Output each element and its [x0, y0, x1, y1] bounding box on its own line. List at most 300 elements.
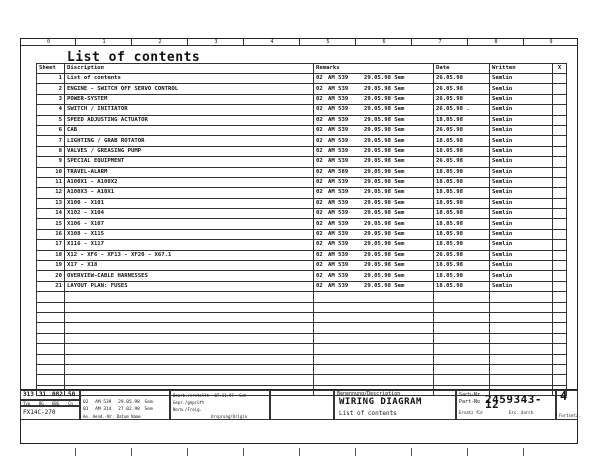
written-cell: Semlin — [490, 115, 553, 125]
remarks-index: 02 — [316, 251, 323, 258]
table-header-row — [37, 64, 567, 74]
description-cell: A100X3 - A10X1 — [65, 188, 314, 198]
remarks-date: 29.05.98 Sem — [364, 127, 405, 134]
type-num: 082 — [52, 391, 63, 398]
remarks-index: 02 — [316, 179, 323, 186]
description-cell: X102 - X104 — [65, 209, 314, 219]
remarks-cell — [314, 188, 434, 198]
written-cell: Semlin — [490, 84, 553, 94]
sheet-number-box — [556, 389, 581, 420]
description-cell: TRAVEL-ALARM — [65, 167, 314, 177]
table-row — [37, 209, 567, 219]
table-row — [37, 188, 567, 198]
sheet-number-cell: 6 — [37, 125, 65, 135]
remarks-cell — [314, 250, 434, 260]
date-cell: 18.05.98 — [434, 146, 490, 156]
remarks-cell — [314, 271, 434, 281]
remarks-date: 29.05.98 Sem — [364, 116, 405, 123]
empty-cell — [65, 354, 314, 364]
description-cell: POWER-SYSTEM — [65, 94, 314, 104]
remarks-index: 02 — [316, 231, 323, 238]
date-cell: 18.05.98 — [434, 209, 490, 219]
empty-cell — [314, 312, 434, 322]
empty-cell — [37, 354, 65, 364]
empty-cell — [553, 292, 567, 302]
date-cell: 26.05.98 — [434, 74, 490, 84]
description-cell: SPECIAL EQUIPMENT — [65, 157, 314, 167]
sheet-number-cell: 4 — [37, 105, 65, 115]
ruler-cell: 2 — [131, 38, 188, 46]
date-cell: 18.05.98 — [434, 261, 490, 271]
created-label: Bearb./erstellt — [173, 393, 210, 398]
remarks-date: 29.05.98 Sem — [364, 147, 405, 154]
empty-cell — [37, 323, 65, 333]
remarks-cell — [314, 84, 434, 94]
table-row — [37, 250, 567, 260]
empty-cell — [553, 344, 567, 354]
remarks-date: 29.05.98 Sem — [364, 95, 405, 102]
date-cell: 18.05.98 — [434, 271, 490, 281]
empty-cell — [490, 344, 553, 354]
remarks-change-no: AM 539 — [328, 116, 349, 123]
written-cell: Semlin — [490, 146, 553, 156]
description-cell: X108 - X115 — [65, 229, 314, 239]
written-cell: Semlin — [490, 219, 553, 229]
description-cell: OVERVIEW-CABLE HARNESSES — [65, 271, 314, 281]
date-cell: 18.05.98 — [434, 177, 490, 187]
sheet-number-cell: 3 — [37, 94, 65, 104]
remarks-date: 29.05.98 Sem — [364, 158, 405, 165]
date-cell: 26.05.98 — [434, 125, 490, 135]
remarks-index: 02 — [316, 116, 323, 123]
empty-cell — [490, 312, 553, 322]
remarks-date: 29.05.98 Sem — [364, 189, 405, 196]
description-cell: SPEED ADJUSTING ACTUATOR — [65, 115, 314, 125]
description-cell: X17 - X18 — [65, 261, 314, 271]
x-cell — [553, 229, 567, 239]
description-cell: VALVES / GREASING PUMP — [65, 146, 314, 156]
created-by: Sch — [239, 393, 247, 398]
date-cell: 18.05.98 — [434, 229, 490, 239]
remarks-cell — [314, 94, 434, 104]
type-label: Typ — [23, 401, 31, 406]
table-row — [37, 219, 567, 229]
written-cell: Semlin — [490, 198, 553, 208]
remarks-change-no: AM 539 — [328, 127, 349, 134]
written-cell: Semlin — [490, 177, 553, 187]
type-label: BG — [39, 401, 44, 406]
rev-index: 02 — [83, 400, 89, 405]
remarks-cell — [314, 281, 434, 291]
empty-cell — [434, 323, 490, 333]
empty-cell — [314, 323, 434, 333]
blank-box — [270, 390, 334, 420]
empty-cell — [490, 364, 553, 374]
empty-cell — [37, 375, 65, 385]
empty-table-row — [37, 312, 567, 322]
next-sheet-label: Fortsetz. — [559, 413, 581, 418]
sheet-number-cell: 7 — [37, 136, 65, 146]
x-cell — [553, 188, 567, 198]
remarks-date: 29.05.98 Sem — [364, 210, 405, 217]
date-cell: 18.05.98 — [434, 188, 490, 198]
remarks-change-no: AM 539 — [328, 179, 349, 186]
model-number: FX14C-270 — [23, 409, 56, 416]
empty-cell — [553, 312, 567, 322]
remarks-change-no: AM 539 — [328, 106, 349, 113]
sheet-number-cell: 13 — [37, 198, 65, 208]
header-x: X — [553, 64, 567, 74]
page-title: List of contents — [67, 50, 201, 65]
empty-cell — [553, 354, 567, 364]
sheet-number-cell: 12 — [37, 188, 65, 198]
table-row — [37, 281, 567, 291]
sheet-number-cell: 17 — [37, 240, 65, 250]
sheet-number-cell: 5 — [37, 115, 65, 125]
remarks-change-no: AM 539 — [328, 147, 349, 154]
remarks-change-no: AM 539 — [328, 272, 349, 279]
x-cell — [553, 84, 567, 94]
remarks-index: 02 — [316, 127, 323, 134]
part-number: 2459343-12 — [485, 393, 542, 411]
date-cell: 26.05.98 . — [434, 105, 490, 115]
empty-cell — [553, 302, 567, 312]
date-cell: 26.05.98 — [434, 94, 490, 104]
remarks-cell — [314, 125, 434, 135]
remarks-date: 29.05.98 Sem — [364, 179, 405, 186]
description-cell: SWITCH / INITIATOR — [65, 105, 314, 115]
x-cell — [553, 209, 567, 219]
remarks-date: 29.05.98 Sem — [364, 168, 405, 175]
remarks-cell — [314, 167, 434, 177]
description-cell: X100 - X101 — [65, 198, 314, 208]
x-cell — [553, 271, 567, 281]
table-row — [37, 74, 567, 84]
date-cell: 18.05.98 — [434, 136, 490, 146]
sheet-number-cell: 1 — [37, 74, 65, 84]
x-cell — [553, 125, 567, 135]
part-number-box — [456, 390, 556, 420]
replaces-label: Ersatz für — [459, 410, 484, 415]
empty-cell — [434, 292, 490, 302]
type-num: 313 — [23, 391, 34, 398]
written-cell: Semlin — [490, 281, 553, 291]
remarks-index: 02 — [316, 210, 323, 217]
rev-date: 27.02.98 — [118, 407, 140, 412]
x-cell — [553, 219, 567, 229]
remarks-cell — [314, 219, 434, 229]
description-box — [334, 390, 456, 420]
date-cell: 18.05.98 — [434, 115, 490, 125]
remarks-change-no: AM 539 — [328, 283, 349, 289]
remarks-index: 02 — [316, 272, 323, 279]
empty-cell — [37, 302, 65, 312]
empty-cell — [65, 333, 314, 343]
written-cell: Semlin — [490, 125, 553, 135]
empty-table-row — [37, 302, 567, 312]
remarks-date: 29.05.98 Sem — [364, 251, 405, 258]
remarks-change-no: AM 539 — [328, 241, 349, 248]
rev-change-no: AM 314 — [95, 407, 112, 412]
header-sheet: Sheet — [37, 64, 65, 74]
remarks-cell — [314, 229, 434, 239]
date-cell: 26.05.98 — [434, 250, 490, 260]
date-cell: 18.05.98 — [434, 219, 490, 229]
sheet-number-cell: 9 — [37, 157, 65, 167]
empty-cell — [65, 375, 314, 385]
rev-index: 01 — [83, 407, 89, 412]
part-label: Part-No — [459, 399, 481, 405]
remarks-cell — [314, 261, 434, 271]
remarks-index: 02 — [316, 106, 323, 113]
sheet-number-cell: 21 — [37, 281, 65, 291]
remarks-cell — [314, 74, 434, 84]
written-cell: Semlin — [490, 94, 553, 104]
remarks-date: 29.05.98 Sem — [364, 220, 405, 227]
empty-cell — [65, 302, 314, 312]
checked-label: Gepr./geprüft — [173, 400, 205, 405]
drawing-title: WIRING DIAGRAM — [339, 397, 422, 407]
empty-table-row — [37, 375, 567, 385]
rev-date: 29.05.98 — [118, 400, 140, 405]
remarks-change-no: AM 539 — [328, 85, 349, 92]
header-remarks: Remarks — [314, 64, 434, 74]
rev-change-no: AM 539 — [95, 400, 112, 405]
remarks-cell — [314, 136, 434, 146]
remarks-date: 29.05.98 Sem — [364, 137, 405, 144]
remarks-index: 02 — [316, 75, 323, 82]
date-cell: 26.05.98 — [434, 157, 490, 167]
empty-table-row — [37, 323, 567, 333]
remarks-index: 02 — [316, 168, 323, 175]
description-cell: X116 - X117 — [65, 240, 314, 250]
table-row — [37, 229, 567, 239]
written-cell: Semlin — [490, 105, 553, 115]
remarks-change-no: AM 539 — [328, 137, 349, 144]
remarks-cell — [314, 209, 434, 219]
empty-cell — [434, 302, 490, 312]
remarks-index: 02 — [316, 95, 323, 102]
x-cell — [553, 240, 567, 250]
description-cell: LIGHTING / GRAB ROTATOR — [65, 136, 314, 146]
ruler-cell: 0 — [20, 38, 76, 46]
date-cell: 18.05.98 — [434, 198, 490, 208]
empty-table-row — [37, 354, 567, 364]
x-cell — [553, 198, 567, 208]
ruler-cell: 1 — [75, 38, 132, 46]
x-cell — [553, 74, 567, 84]
written-cell: Semlin — [490, 261, 553, 271]
contents-table — [36, 63, 567, 396]
empty-cell — [37, 364, 65, 374]
x-cell — [553, 157, 567, 167]
sheet-number-cell: 10 — [37, 167, 65, 177]
date-cell: 18.05.98 — [434, 281, 490, 291]
remarks-index: 02 — [316, 241, 323, 248]
remarks-index: 02 — [316, 137, 323, 144]
remarks-index: 02 — [316, 262, 323, 269]
empty-cell — [314, 344, 434, 354]
remarks-cell — [314, 105, 434, 115]
ruler-cell: 6 — [355, 38, 412, 46]
ruler-cell: 4 — [243, 38, 300, 46]
model-box — [20, 406, 80, 420]
description-cell: LAYOUT PLAN: FUSES — [65, 281, 314, 291]
table-row — [37, 115, 567, 125]
approved-label: Norm./Freig. — [173, 407, 202, 412]
bottom-tick-marks — [35, 448, 565, 456]
x-cell — [553, 94, 567, 104]
type-num: 31 — [39, 391, 47, 398]
empty-cell — [490, 292, 553, 302]
empty-cell — [65, 312, 314, 322]
empty-cell — [314, 364, 434, 374]
remarks-date: 29.05.98 Sem — [364, 199, 405, 206]
table-row — [37, 271, 567, 281]
empty-cell — [37, 333, 65, 343]
empty-cell — [314, 375, 434, 385]
sheet-number-cell: 14 — [37, 209, 65, 219]
written-cell: Semlin — [490, 188, 553, 198]
remarks-index: 02 — [316, 85, 323, 92]
remarks-cell — [314, 240, 434, 250]
ruler-cell: 3 — [187, 38, 244, 46]
table-row — [37, 146, 567, 156]
remarks-index: 02 — [316, 220, 323, 227]
rev-name: Sem — [144, 407, 153, 412]
sheet-number: 4 — [560, 389, 568, 403]
remarks-change-no: AM 539 — [328, 95, 349, 102]
written-cell: Semlin — [490, 240, 553, 250]
remarks-change-no: AM 539 — [328, 189, 349, 196]
empty-cell — [434, 354, 490, 364]
empty-cell — [65, 344, 314, 354]
type-label: UBG — [52, 401, 60, 406]
description-cell: CAB — [65, 125, 314, 135]
empty-cell — [434, 364, 490, 374]
empty-cell — [553, 375, 567, 385]
description-cell: X12 - XF6 - XF13 - XF20 - X67.1 — [65, 250, 314, 260]
remarks-change-no: AM 539 — [328, 220, 349, 227]
empty-cell — [553, 333, 567, 343]
remarks-date: 29.05.98 Sem — [364, 85, 405, 92]
empty-cell — [490, 354, 553, 364]
table-row — [37, 167, 567, 177]
table-row — [37, 84, 567, 94]
x-cell — [553, 105, 567, 115]
origin-label: Ursprung/Origin — [211, 414, 248, 419]
empty-cell — [65, 292, 314, 302]
approval-box — [170, 390, 270, 420]
remarks-index: 02 — [316, 147, 323, 154]
empty-table-row — [37, 364, 567, 374]
written-cell: Semlin — [490, 271, 553, 281]
x-cell — [553, 250, 567, 260]
description-cell: List of contents — [65, 74, 314, 84]
empty-cell — [434, 333, 490, 343]
written-cell: Semlin — [490, 167, 553, 177]
empty-cell — [37, 312, 65, 322]
empty-cell — [553, 323, 567, 333]
empty-cell — [65, 364, 314, 374]
sheet-number-cell: 11 — [37, 177, 65, 187]
remarks-index: 02 — [316, 189, 323, 196]
written-cell: Semlin — [490, 157, 553, 167]
table-row — [37, 157, 567, 167]
remarks-cell — [314, 115, 434, 125]
empty-table-row — [37, 344, 567, 354]
table-row — [37, 105, 567, 115]
remarks-index: 02 — [316, 199, 323, 206]
remarks-date: 29.05.98 Sem — [364, 231, 405, 238]
remarks-date: 29.05.98 Sem — [364, 272, 405, 279]
sheet-number-cell: 20 — [37, 271, 65, 281]
sheet-number-cell: 8 — [37, 146, 65, 156]
remarks-cell — [314, 198, 434, 208]
empty-cell — [314, 354, 434, 364]
remarks-change-no: AM 539 — [328, 251, 349, 258]
sheet-number-cell: 2 — [37, 84, 65, 94]
empty-cell — [65, 323, 314, 333]
empty-table-row — [37, 333, 567, 343]
remarks-change-no: AM 539 — [328, 231, 349, 238]
remarks-change-no: AM 589 — [328, 168, 349, 175]
remarks-index: 02 — [316, 158, 323, 165]
x-cell — [553, 136, 567, 146]
written-cell: Semlin — [490, 229, 553, 239]
empty-cell — [37, 344, 65, 354]
revision-box — [80, 390, 170, 420]
x-cell — [553, 167, 567, 177]
ruler-cell: 5 — [299, 38, 356, 46]
description-label: Benennung/Description — [337, 391, 401, 397]
remarks-cell — [314, 146, 434, 156]
written-cell: Semlin — [490, 136, 553, 146]
rev-name: Sem — [144, 400, 153, 405]
sach-label: Sach-Nr. — [459, 392, 484, 398]
title-block — [20, 389, 581, 419]
remarks-date: 29.05.98 Sem — [364, 262, 405, 269]
empty-cell — [37, 292, 65, 302]
remarks-date: 29.05.98 Sem — [364, 241, 405, 248]
remarks-date: 29.05.98 Sem — [364, 283, 405, 289]
x-cell — [553, 281, 567, 291]
ruler-cell: 9 — [523, 38, 578, 46]
description-cell: ENGINE - SWITCH OFF SERVO CONTROL — [65, 84, 314, 94]
table-row — [37, 177, 567, 187]
rev-header: Ae. Aend.-Nr. Datum Name — [83, 414, 141, 419]
empty-cell — [553, 364, 567, 374]
sheet-number-cell: 15 — [37, 219, 65, 229]
type-num: 50 — [68, 391, 76, 398]
remarks-date: 29.05.98 Sem — [364, 106, 405, 113]
remarks-index: 02 — [316, 283, 323, 289]
description-cell: X106 - X107 — [65, 219, 314, 229]
remarks-change-no: AM 539 — [328, 262, 349, 269]
table-row — [37, 94, 567, 104]
remarks-change-no: AM 539 — [328, 210, 349, 217]
table-row — [37, 136, 567, 146]
type-label: Cn — [68, 401, 73, 406]
table-row — [37, 125, 567, 135]
x-cell — [553, 177, 567, 187]
x-cell — [553, 146, 567, 156]
empty-cell — [434, 344, 490, 354]
empty-cell — [314, 302, 434, 312]
empty-cell — [434, 312, 490, 322]
empty-cell — [314, 333, 434, 343]
description-cell: A100X1 - A100X2 — [65, 177, 314, 187]
